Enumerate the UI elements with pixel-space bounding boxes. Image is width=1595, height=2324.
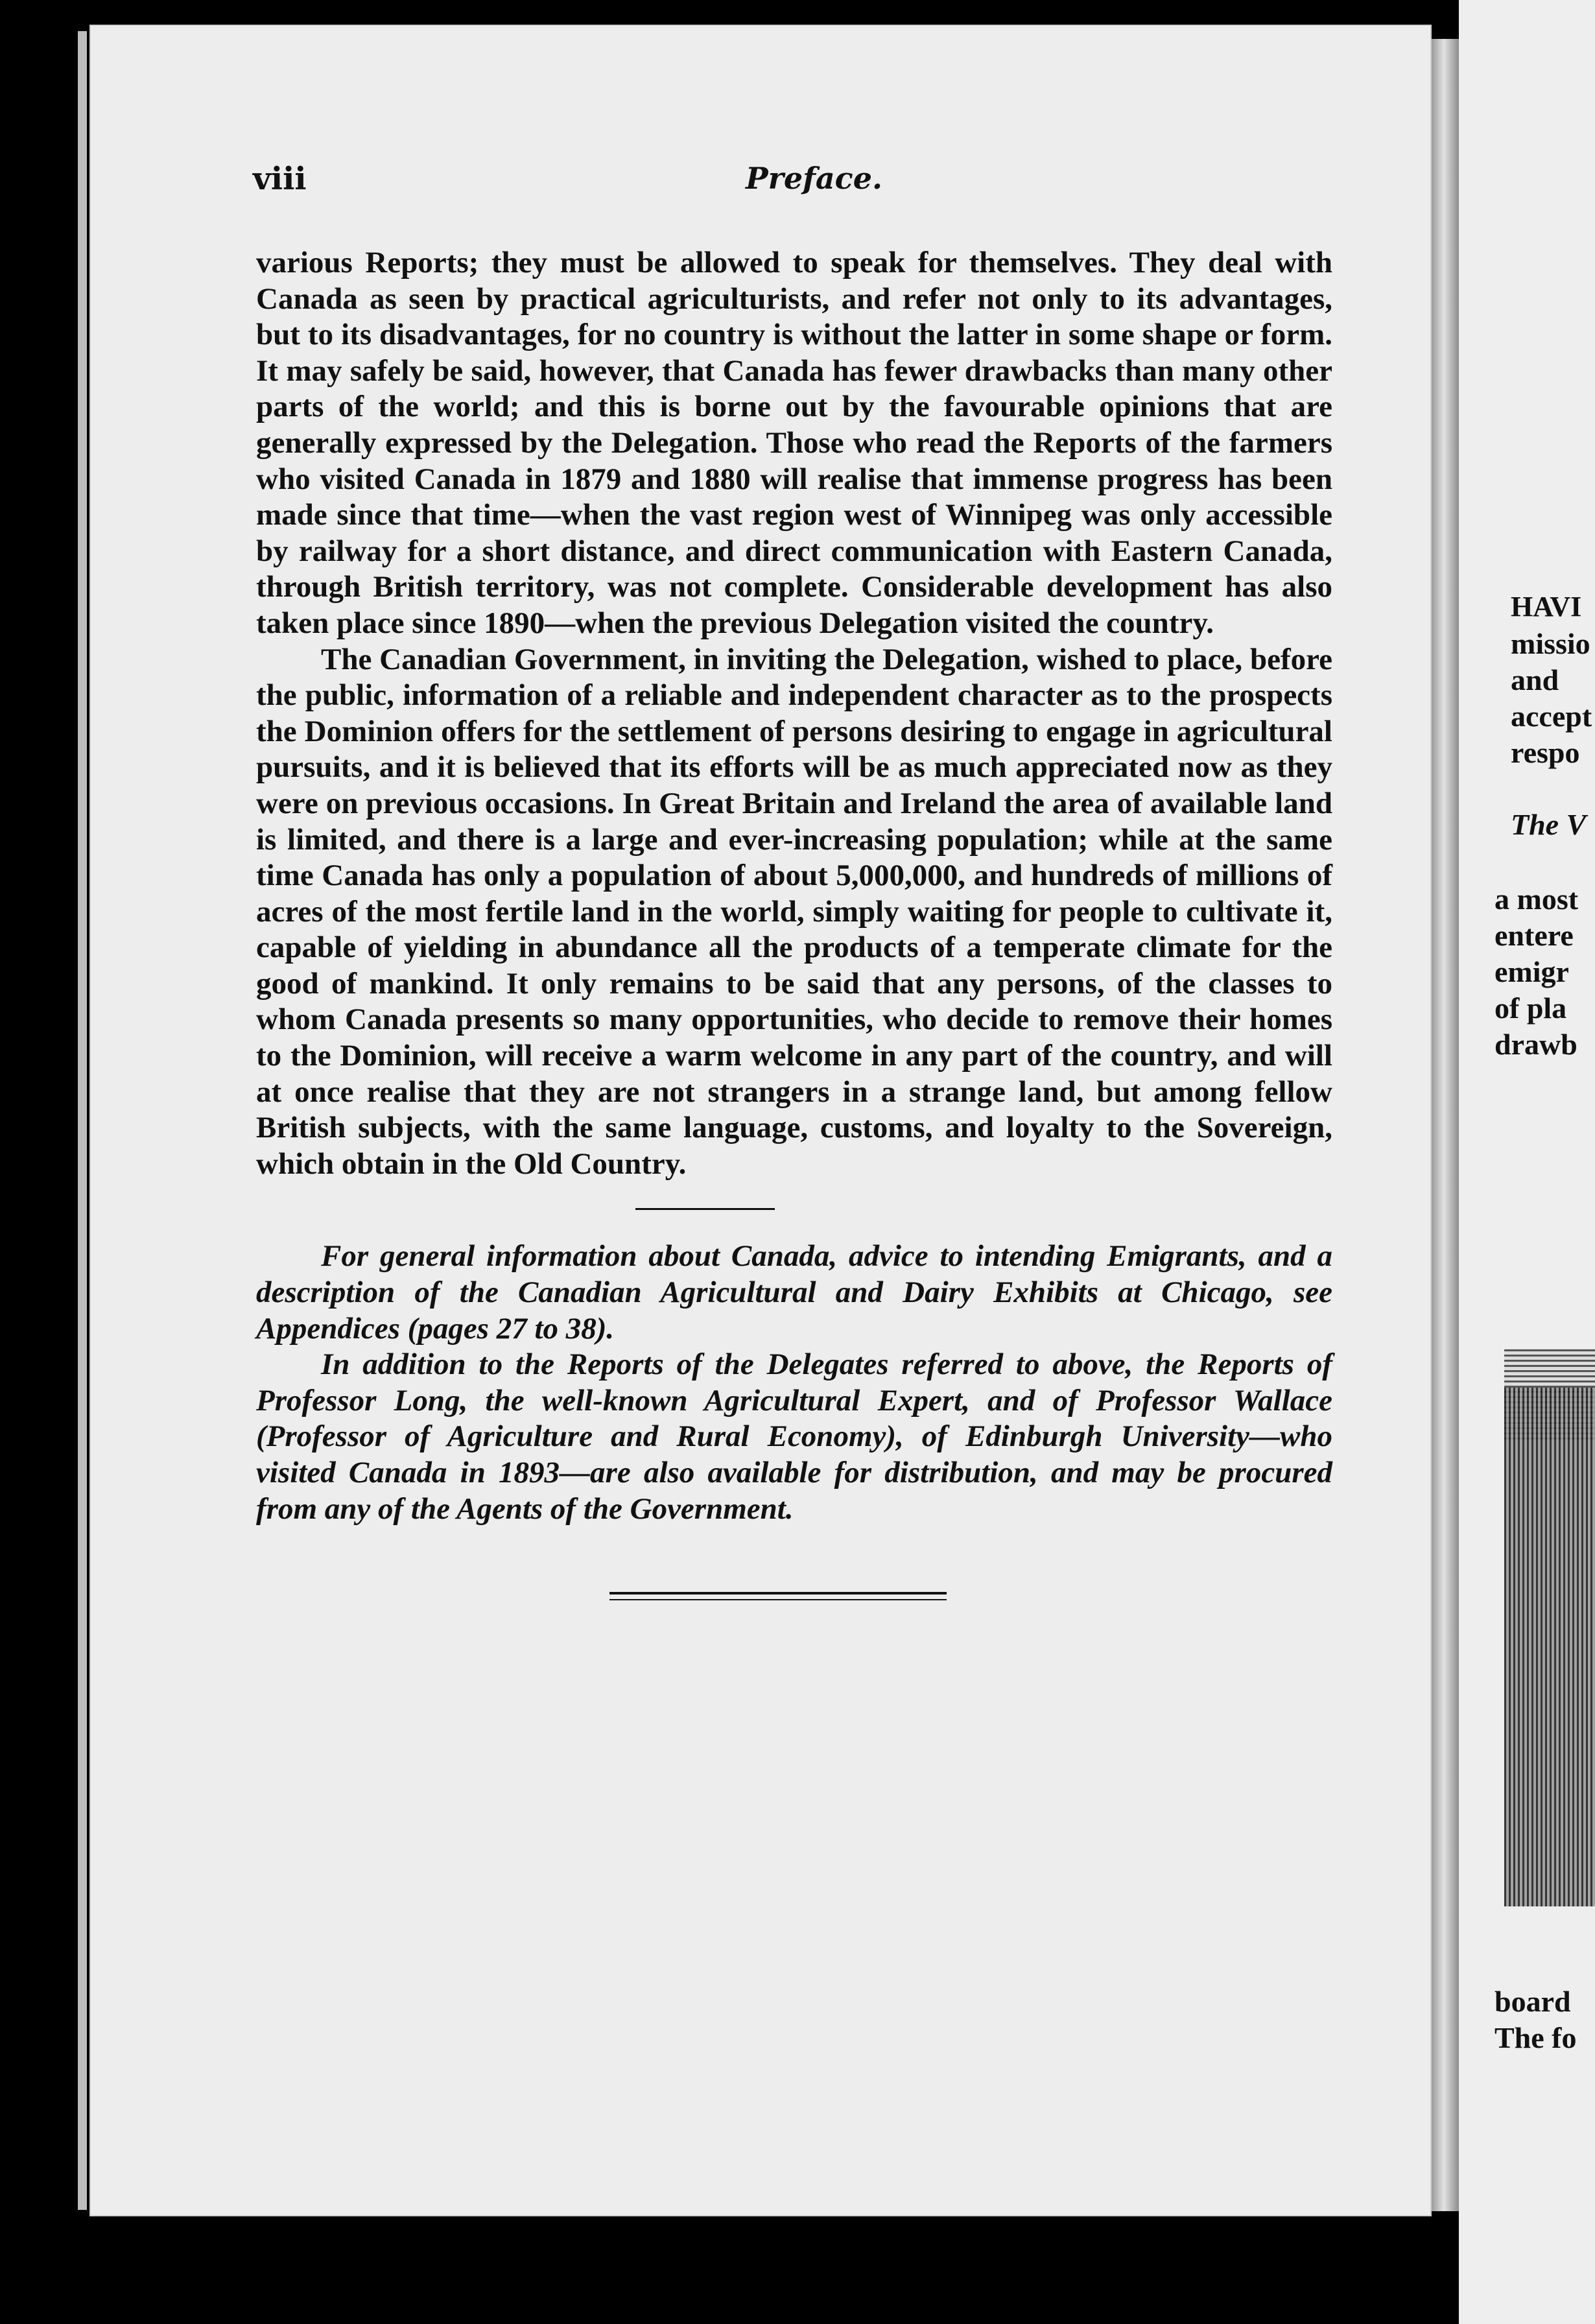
right-page-line: emigr — [1495, 955, 1569, 988]
right-page-line: board — [1495, 1985, 1571, 2018]
right-page-line: and — [1511, 663, 1559, 696]
preface-body — [256, 245, 1332, 1600]
section-rule-short — [635, 1208, 775, 1210]
paragraph-canadian-government: The Canadian Government, in inviting the Delegation, wished to place, before the public, information of a reliable and independent character as to the prospects the Dominion offers for the settlement of persons desiring to engage in agricultural pursuits, and it is believed that its efforts will be as much appreciated now as they were on previous occasions. In Great Britain and Ireland the area of available land is limited, and there is a large and ever-increasing population; while at the same time Canada has only a population of about 5,000,000, and hundreds of millions of acres of the most fertile land in the world, simply waiting for people to cultivate it, capable of yielding in abundance all the products of a temperate climate for the good of mankind. It only remains to be said that any persons, of the classes to whom Canada presents so many opportunities, who decide to remove their homes to the Dominion, will receive a warm welcome in any part of the country, and will at once realise that they are not strangers in a strange land, but among fellow British subjects, with the same language, customs, and loyalty to the Sovereign, which obtain in the Old Country. — [256, 642, 1332, 1181]
right-page-line: of pla — [1495, 991, 1567, 1025]
note-additional-reports: In addition to the Reports of the Delegates referred to above, the Reports of Professor Long, the well-known Agricultural Expert, and of Professor Wallace (Professor of Agriculture and Rural Economy), of Edinburgh University—who visited Canada in 1893—are also available for distribution, and may be procured from any of the Agents of the Government. — [256, 1347, 1332, 1526]
running-head: Preface. — [746, 161, 882, 196]
paragraph-continuation: various Reports; they must be allowed to speak for themselves. They deal with Canada as seen by practical agriculturists, and refer not only to its advantages, but to its disadvantages, for no country is without the latter in some shape or form. It may safely be said, however, that Canada has fewer drawbacks than many other parts of the world; and this is borne out by the favourable opinions that are generally expressed by the Delegation. Those who read the Reports of the farmers who visited Canada in 1879 and 1880 will realise that immense progress has been made since that time—when the vast region west of Winnipeg was only accessible by railway for a short distance, and direct communication with Eastern Canada, through British territory, was not complete. Considerable development has also taken place since 1890—when the previous Delegation visited the country. — [256, 246, 1332, 640]
book-gutter — [1432, 39, 1459, 2211]
closing-rule — [609, 1592, 947, 1600]
right-page-line: missio — [1511, 627, 1590, 660]
engraving-illustration — [1504, 1388, 1595, 1906]
right-page-line: accept — [1511, 700, 1592, 733]
right-page-line: The fo — [1495, 2021, 1577, 2054]
right-page-fragment — [1459, 0, 1595, 2324]
right-page-line: HAVI — [1511, 591, 1582, 622]
right-page-line: drawb — [1495, 1028, 1577, 1061]
right-page-line: The V — [1511, 808, 1587, 841]
page-number: viii — [253, 161, 307, 197]
right-page-line: respo — [1511, 736, 1580, 769]
right-page-line: entere — [1495, 919, 1574, 952]
page-header — [253, 161, 1336, 200]
note-general-information: For general information about Canada, advice to intending Emigrants, and a description of the Canadian Agricultural and Dairy Exhibits at Chicago, see Appendices (pages 27 to 38). — [256, 1239, 1332, 1346]
right-page-line: a most — [1495, 883, 1579, 916]
